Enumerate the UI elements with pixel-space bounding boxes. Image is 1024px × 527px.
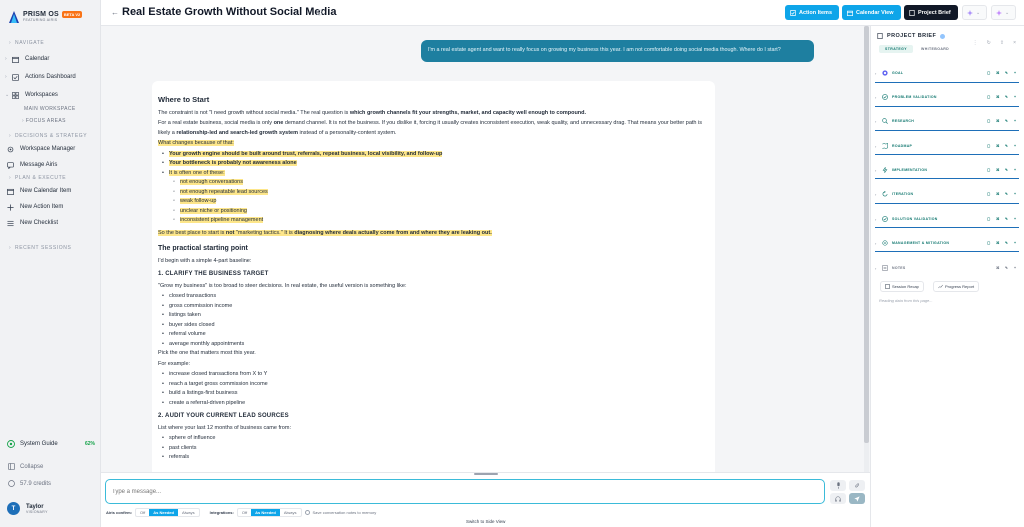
divider: [875, 106, 1019, 107]
edit-icon: ✎: [1005, 240, 1009, 245]
brief-section-notes[interactable]: › NOTES ⌘ ✎ +: [875, 261, 1019, 275]
list-item: • closed transactions: [158, 292, 709, 302]
airis-confirm-label: Airis confirm:: [106, 510, 133, 515]
composer-options: [106, 508, 376, 517]
project-brief-panel: [870, 26, 1024, 527]
scrollbar-thumb[interactable]: [864, 26, 869, 443]
brief-header: [877, 33, 945, 39]
progress-report-button[interactable]: Progress Report: [933, 281, 979, 292]
calendar-view-button[interactable]: Calendar View: [842, 5, 901, 20]
list: [158, 292, 709, 349]
bolt-icon: [882, 167, 888, 173]
trend-icon: [938, 284, 943, 289]
edit-icon: ✎: [1005, 216, 1009, 221]
info-icon[interactable]: [940, 34, 945, 39]
list-item: • average monthly appointments: [158, 340, 709, 350]
divider: [875, 82, 1019, 83]
chat-area: [101, 26, 870, 472]
link-icon: ⌘: [996, 191, 1000, 196]
brand-subtitle: FEATURING AIRIS: [23, 18, 58, 22]
list-item: • past clients: [158, 444, 709, 454]
user-role: VISIONARY: [26, 509, 48, 514]
brief-section-problem-validation[interactable]: › PROBLEM VALIDATION ▢ ⌘ ✎ +: [875, 90, 1019, 104]
assistant-message: [152, 81, 715, 472]
page-title: Real Estate Growth Without Social Media: [122, 6, 337, 18]
share-icon[interactable]: ⇪: [999, 40, 1005, 46]
comment-icon: ▢: [987, 118, 991, 123]
search-icon: [882, 118, 888, 124]
brief-title: PROJECT BRIEF: [887, 33, 937, 39]
sidebar-item-main-workspace[interactable]: MAIN WORKSPACE: [24, 106, 76, 112]
heading-where-to-start: Where to Start: [158, 95, 210, 104]
list-icon: [7, 220, 14, 227]
map-icon: [882, 143, 888, 149]
resize-handle[interactable]: [474, 473, 498, 475]
gear-icon: [882, 240, 888, 246]
list-item: • buyer sides closed: [158, 321, 709, 331]
user-name: Taylor: [26, 503, 44, 510]
list-item: • referral volume: [158, 330, 709, 340]
link-icon: ⌘: [996, 216, 1000, 221]
divider: [875, 227, 1019, 228]
divider: [875, 251, 1019, 252]
brief-section-solution-validation[interactable]: › SOLUTION VALIDATION ▢ ⌘ ✎ +: [875, 212, 1019, 226]
checklist-icon: [12, 74, 19, 81]
beta-badge: BETA V2: [63, 12, 81, 17]
user-message: I'm a real estate agent and want to really focus on growing my business this year. I am not comfortable doing social media though. Where do I start?: [421, 40, 814, 62]
comment-icon: ▢: [987, 70, 991, 75]
sparkle-icon: [967, 10, 973, 16]
comment-icon: ▢: [987, 167, 991, 172]
collapse-icon: [8, 463, 15, 470]
sidebar-item-workspaces[interactable]: ⌄ Workspaces: [5, 92, 58, 98]
integrations-toggle: [237, 508, 302, 517]
list-item: • It is often one of these:: [158, 169, 709, 179]
calendar-icon: [12, 56, 19, 63]
send-icon: [854, 496, 860, 502]
sidebar-item-actions-dashboard[interactable]: › Actions Dashboard: [5, 74, 76, 80]
comment-icon: ▢: [987, 216, 991, 221]
airis-confirm-off[interactable]: Off: [140, 510, 146, 515]
avatar: T: [7, 502, 20, 515]
back-arrow-icon[interactable]: ←: [111, 8, 119, 17]
airis-confirm-as-needed[interactable]: As Needed: [149, 509, 178, 516]
section-recent-sessions[interactable]: › RECENT SESSIONS: [9, 245, 72, 251]
comment-icon: ▢: [987, 94, 991, 99]
brand-name: PRISM OS: [23, 11, 59, 18]
sidebar-item-new-checklist[interactable]: New Checklist: [0, 215, 100, 231]
save-notes-label: Save conversation notes to memory: [312, 510, 377, 515]
integrations-label: Integrations:: [209, 510, 234, 515]
list-item: • build a listings-first business: [158, 389, 709, 399]
session-recap-button[interactable]: Session Recap: [880, 281, 924, 292]
add-icon: +: [1014, 191, 1017, 196]
mode-selector[interactable]: [991, 5, 1016, 20]
list-item: ◦ unclear niche or positioning: [158, 207, 709, 217]
user-profile[interactable]: [7, 502, 48, 515]
sidebar: [0, 0, 101, 527]
list-item: • increase closed transactions from X to Y: [158, 370, 709, 380]
list-item: ◦ inconsistent pipeline management: [158, 216, 709, 226]
comment-icon: ▢: [987, 191, 991, 196]
paragraph: So the best place to start is not "marketing tactics." It is diagnosing where deals actually come from and where they are leaking out.: [158, 229, 492, 236]
more-icon[interactable]: ⋮: [972, 40, 978, 46]
model-selector[interactable]: [962, 5, 987, 20]
document-icon: [909, 10, 915, 16]
list-item: • gross commission income: [158, 302, 709, 312]
link-icon: ⌘: [996, 143, 1000, 148]
sidebar-item-message-airis[interactable]: Message Airis: [0, 157, 100, 173]
document-icon: [877, 33, 883, 39]
divider: [875, 130, 1019, 131]
paragraph: For example:: [158, 360, 191, 367]
section-plan[interactable]: › PLAN & EXECUTE: [9, 175, 67, 181]
composer: [101, 472, 870, 527]
add-icon: +: [1014, 70, 1017, 75]
airis-confirm-always[interactable]: Always: [181, 510, 195, 515]
add-icon: +: [1014, 167, 1017, 172]
section-decisions[interactable]: › DECISIONS & STRATEGY: [9, 133, 88, 139]
list-item: • Your bottleneck is probably not awareness alone: [158, 159, 709, 169]
integrations-off[interactable]: Off: [241, 510, 248, 515]
airis-confirm-toggle: [135, 508, 200, 517]
action-items-button[interactable]: Action Items: [785, 5, 839, 20]
paragraph: What changes because of that:: [158, 140, 234, 146]
top-bar: [101, 0, 1024, 26]
tab-strategy[interactable]: STRATEGY: [879, 45, 913, 53]
list: [158, 150, 709, 226]
divider: [875, 178, 1019, 179]
link-icon: ⌘: [996, 70, 1000, 75]
list-item: • sphere of influence: [158, 434, 709, 444]
sidebar-item-focus-areas[interactable]: › FOCUS AREAS: [22, 118, 66, 124]
integrations-always[interactable]: Always: [283, 510, 297, 515]
edit-icon: ✎: [1005, 94, 1009, 99]
sidebar-item-new-calendar-item[interactable]: New Calendar Item: [0, 183, 100, 199]
system-guide-progress: 62%: [84, 441, 95, 447]
list-item: • Your growth engine should be built around trust, referrals, repeat business, local visibility, and follow-up: [158, 150, 709, 160]
save-notes-checkbox[interactable]: [305, 510, 310, 515]
paragraph: List where your last 12 months of business came from:: [158, 424, 291, 431]
edit-icon: ✎: [1005, 265, 1009, 270]
edit-icon: ✎: [1005, 70, 1009, 75]
attach-button[interactable]: [849, 480, 865, 491]
brief-section-iteration[interactable]: › ITERATION ▢ ⌘ ✎ +: [875, 187, 1019, 201]
sidebar-item-workspace-manager[interactable]: Workspace Manager: [0, 141, 100, 157]
target-icon: [882, 70, 888, 76]
heading-practical: The practical starting point: [158, 245, 248, 252]
edit-icon: ✎: [1005, 118, 1009, 123]
comment-icon: ▢: [987, 143, 991, 148]
list-item: ◦ not enough conversations: [158, 178, 709, 188]
switch-side-view-link[interactable]: Switch to Side View: [466, 519, 506, 524]
magic-icon: [996, 10, 1002, 16]
integrations-as-needed[interactable]: As Needed: [251, 509, 280, 516]
brief-section-goal[interactable]: › GOAL ▢ ⌘ ✎ +: [875, 66, 1019, 80]
calendar-plus-icon: [7, 188, 14, 195]
collapse-button[interactable]: Collapse: [8, 463, 43, 470]
brief-section-management[interactable]: › MANAGEMENT & MITIGATION ▢ ⌘ ✎ +: [875, 236, 1019, 250]
edit-icon: ✎: [1005, 191, 1009, 196]
add-icon: +: [1014, 265, 1017, 270]
calendar-icon: [847, 10, 853, 16]
sidebar-item-new-action-item[interactable]: New Action Item: [0, 199, 100, 215]
recap-icon: [885, 284, 890, 289]
comment-icon: ▢: [987, 240, 991, 245]
link-icon: ⌘: [996, 265, 1000, 270]
add-icon: +: [1014, 240, 1017, 245]
brief-section-implementation[interactable]: › IMPLEMENTATION ▢ ⌘ ✎ +: [875, 163, 1019, 177]
heading-clarify: 1. CLARIFY THE BUSINESS TARGET: [158, 271, 269, 277]
credits: 57.9 credits: [8, 480, 51, 487]
headphones-button[interactable]: [830, 493, 846, 504]
coin-icon: [8, 480, 15, 487]
message-input[interactable]: [105, 479, 825, 504]
divider: [875, 203, 1019, 204]
link-icon: ⌘: [996, 118, 1000, 123]
paragraph: For a real estate business, social media is only one demand channel. It is not the business. If you dislike it, forcing it usually creates inconsistent execution, weak quality, and unnecessary drag. That means your better path is likely a relationship-led and search-led growth system instead of a personality-content system.: [158, 120, 702, 136]
tab-whiteboard[interactable]: WHITEBOARD: [921, 47, 950, 51]
settings-icon: [7, 146, 14, 153]
check-square-icon: [790, 10, 796, 16]
brief-section-research[interactable]: › RESEARCH ▢ ⌘ ✎ +: [875, 114, 1019, 128]
send-button[interactable]: [849, 493, 865, 504]
chevron-down-icon: ⌄: [976, 9, 981, 16]
guide-icon: [7, 440, 15, 448]
paragraph: Pick the one that matters most this year.: [158, 350, 256, 356]
headphones-icon: [835, 496, 841, 502]
link-icon: ⌘: [996, 240, 1000, 245]
list-item: • create a referral-driven pipeline: [158, 399, 709, 409]
edit-title-icon[interactable]: [316, 9, 323, 16]
shield-check-icon: [882, 216, 888, 222]
link-icon: ⌘: [996, 94, 1000, 99]
notes-icon: [882, 265, 888, 271]
mic-button[interactable]: [830, 480, 846, 491]
add-icon: +: [1014, 143, 1017, 148]
prism-logo-icon: [9, 11, 19, 23]
heading-audit: 2. AUDIT YOUR CURRENT LEAD SOURCES: [158, 413, 289, 419]
brief-toolbar: [973, 40, 1016, 46]
mic-icon: [836, 482, 841, 489]
edit-icon: ✎: [1005, 143, 1009, 148]
check-circle-icon: [882, 94, 888, 100]
add-icon: +: [1014, 216, 1017, 221]
link-icon: ⌘: [996, 167, 1000, 172]
brief-tabs: [879, 45, 955, 53]
message-icon: [7, 162, 14, 169]
sidebar-item-calendar[interactable]: › Calendar: [5, 56, 50, 62]
paperclip-icon: [854, 483, 860, 489]
add-icon: +: [1014, 118, 1017, 123]
plus-icon: [7, 204, 14, 211]
system-guide[interactable]: System Guide 62%: [7, 440, 95, 448]
list: [158, 434, 709, 463]
brand: [0, 0, 100, 26]
section-navigate[interactable]: › NAVIGATE: [9, 40, 45, 46]
add-icon: +: [1014, 94, 1017, 99]
list-item: ◦ weak follow-up: [158, 197, 709, 207]
list-item: • listings taken: [158, 311, 709, 321]
grid-icon: [12, 92, 19, 99]
loading-status: Reading data from this page...: [879, 298, 933, 303]
cycle-icon: [882, 191, 888, 197]
list-item: ◦ not enough repeatable lead sources: [158, 188, 709, 198]
project-brief-button[interactable]: Project Brief: [904, 5, 958, 20]
divider: [875, 154, 1019, 155]
paragraph: I'd begin with a simple 4-part baseline:: [158, 257, 252, 264]
brief-section-roadmap[interactable]: › ROADMAP ▢ ⌘ ✎ +: [875, 139, 1019, 153]
list-item: • referrals: [158, 453, 709, 463]
list: [158, 370, 709, 408]
list-item: • reach a target gross commission income: [158, 380, 709, 390]
paragraph: The constraint is not "I need growth without social media." The real question is which growth channels fit your strengths, market, and capacity well enough to compound.: [158, 109, 587, 116]
edit-icon: ✎: [1005, 167, 1009, 172]
paragraph: "Grow my business" is too broad to steer decisions. In real estate, the useful version is something like:: [158, 282, 407, 289]
refresh-icon[interactable]: ↻: [986, 40, 991, 46]
close-icon[interactable]: ×: [1013, 40, 1016, 46]
chevron-down-icon: ⌄: [1005, 9, 1010, 16]
